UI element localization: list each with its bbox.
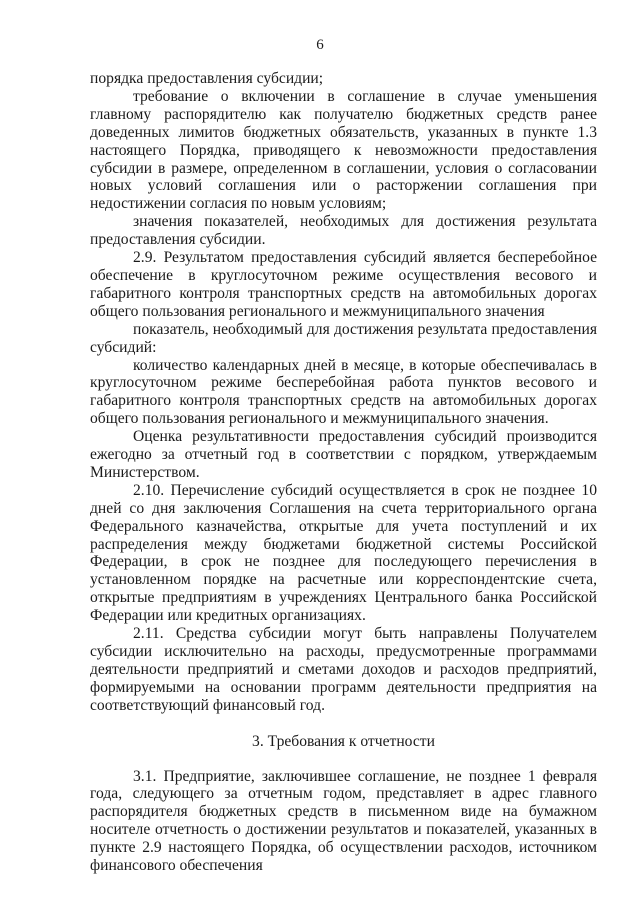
paragraph: 2.10. Перечисление субсидий осуществляется в срок не позднее 10 дней со дня заключения Соглашения на счета территориального органа Федерального казначейства, открытые для учета поступлений и их распределения между бюджетами бюджетной системы Российской Федерации, в срок не позднее для последующего перечисления в установленном порядке на расчетные или корреспондентские счета, открытые предприятиям в учреждениях Центрального банка Российской Федерации или кредитных организациях. (90, 481, 597, 625)
paragraph: 3.1. Предприятие, заключившее соглашение, не позднее 1 февраля года, следующего за отчетным годом, представляет в адрес главного распорядителя бюджетных средств в письменном виде на бумажном носителе отчетность о достижении результатов и показателей, указанных в пункте 2.9 настоящего Порядка, об осуществлении расходов, источником финансового обеспечения (90, 767, 597, 875)
section-heading: 3. Требования к отчетности (252, 732, 435, 750)
page-number: 6 (316, 37, 324, 53)
paragraph: требование о включении в соглашение в случае уменьшения главному распорядителю как получателю бюджетных средств ранее доведенных лимитов бюджетных обязательств, указанных в пункте 1.3 настоящего Порядка, приводящего к невозможности предоставления субсидии в размере, определенном в соглашении, условия о согласовании новых условий соглашения или о расторжении соглашения при недостижении согласия по новым условиям; (90, 87, 597, 213)
document-body (90, 70, 597, 875)
paragraph: порядка предоставления субсидии; (90, 70, 324, 87)
paragraph: 2.11. Средства субсидии могут быть направлены Получателем субсидии исключительно на расходы, предусмотренные программами деятельности предприятий и сметами доходов и расходов предприятий, формируемыми на основании программ деятельности предприятия на соответствующий финансовый год. (90, 625, 597, 714)
paragraph: 2.9. Результатом предоставления субсидий является бесперебойное обеспечение в круглосуточном режиме осуществления весового и габаритного контроля транспортных средств на автомобильных дорогах общего пользования регионального и межмуниципального значения (90, 249, 597, 320)
paragraph: Оценка результативности предоставления субсидий производится ежегодно за отчетный год в соответствии с порядком, утверждаемым Министерством. (90, 428, 597, 481)
paragraph: количество календарных дней в месяце, в которые обеспечивалась в круглосуточном режиме бесперебойная работа пунктов весового и габаритного контроля транспортных средств на автомобильных дорогах общего пользования регионального и межмуниципального значения. (90, 356, 597, 428)
paragraph: показатель, необходимый для достижения результата предоставления субсидий: (90, 320, 597, 356)
paragraph: значения показателей, необходимых для достижения результата предоставления субсидии. (90, 213, 597, 249)
